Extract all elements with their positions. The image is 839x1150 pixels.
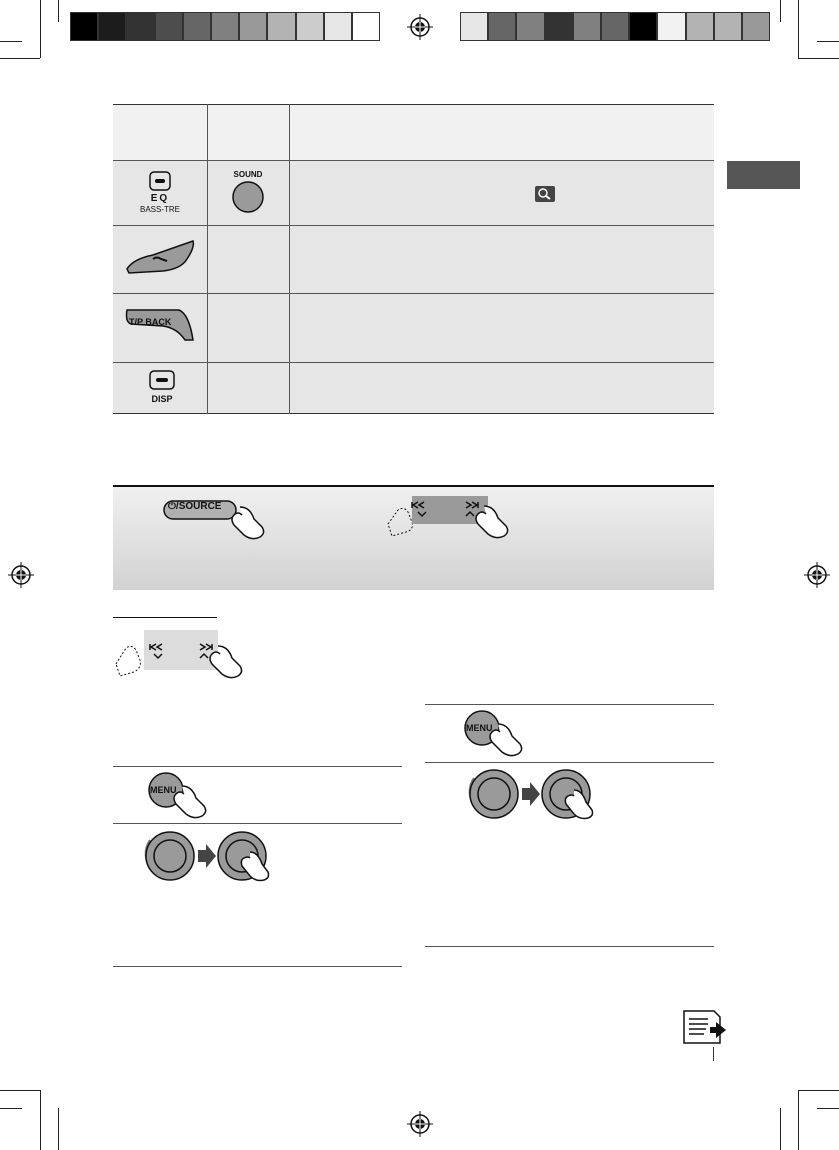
- sound-button-label: SOUND: [233, 170, 263, 179]
- color-swatch: [239, 12, 267, 41]
- control-dial-icon: [142, 826, 282, 884]
- crop-mark: [780, 0, 781, 22]
- registration-mark-icon: [6, 560, 36, 590]
- table-rule: [113, 160, 714, 161]
- table-row: [113, 293, 714, 362]
- color-swatch: [296, 12, 324, 41]
- skip-buttons-icon: [384, 496, 518, 540]
- skip-buttons-icon: [112, 630, 252, 680]
- color-swatch: [183, 12, 211, 41]
- control-dial-icon: [466, 764, 606, 822]
- crop-mark: [58, 1108, 59, 1150]
- bass-treble-label: BASS-TRE: [139, 205, 180, 214]
- step-rule: [113, 823, 402, 824]
- color-swatch: [686, 12, 714, 41]
- color-swatch: [460, 12, 488, 41]
- step-rule: [425, 762, 714, 763]
- crop-mark: [58, 0, 59, 22]
- color-swatch: [742, 12, 770, 41]
- table-row: [113, 362, 714, 414]
- menu-button-icon: [462, 708, 542, 758]
- color-swatch: [516, 12, 544, 41]
- source-button-label: ⏻/SOURCE: [168, 501, 222, 512]
- table-row: [113, 225, 714, 293]
- tp-back-label: T/P BACK: [129, 317, 172, 327]
- crop-mark: [798, 1090, 799, 1150]
- crop-mark: [798, 1090, 839, 1091]
- table-rule: [113, 413, 714, 414]
- eq-button-label: EQ: [150, 193, 170, 204]
- table-col-rule: [207, 104, 208, 414]
- color-swatch: [211, 12, 239, 41]
- table-col-rule: [289, 104, 290, 414]
- button-function-table: [113, 104, 714, 414]
- menu-button-label: MENU: [150, 785, 177, 795]
- table-rule: [113, 225, 714, 226]
- continued-page-icon: [682, 1009, 728, 1045]
- step-rule: [113, 966, 402, 967]
- color-swatch: [98, 12, 126, 41]
- crop-mark: [0, 1108, 22, 1109]
- table-row: [113, 160, 714, 225]
- color-swatch: [267, 12, 295, 41]
- crop-mark: [798, 58, 839, 59]
- crop-mark: [817, 1108, 839, 1109]
- color-swatch: [629, 12, 657, 41]
- color-swatch: [657, 12, 685, 41]
- color-swatch: [324, 12, 352, 41]
- registration-mark-icon: [405, 12, 435, 42]
- crop-mark: [780, 1108, 781, 1150]
- crop-mark: [0, 1090, 40, 1091]
- registration-mark-icon: [802, 560, 832, 590]
- page-number-rule: [713, 1047, 714, 1061]
- language-tab: [727, 161, 800, 189]
- step-rule: [425, 946, 714, 947]
- table-rule: [113, 362, 714, 363]
- menu-button-icon: [146, 770, 226, 820]
- menu-button-label: MENU: [466, 723, 493, 733]
- disp-button-icon: [149, 370, 175, 390]
- color-swatch: [545, 12, 573, 41]
- crop-mark: [798, 0, 799, 58]
- sound-button-icon[interactable]: [231, 180, 265, 214]
- eq-button-icon: [149, 171, 171, 191]
- table-rule: [113, 104, 714, 105]
- step-rule: [425, 704, 714, 705]
- color-swatch: [714, 12, 742, 41]
- crop-mark: [40, 1090, 41, 1150]
- color-swatch: [488, 12, 516, 41]
- table-header-row: [113, 104, 714, 160]
- crop-mark: [40, 0, 41, 58]
- step-rule: [113, 766, 402, 767]
- color-swatch: [573, 12, 601, 41]
- color-swatch: [70, 12, 98, 41]
- crop-mark: [817, 41, 839, 42]
- registration-mark-icon: [405, 1109, 435, 1139]
- section-underline: [113, 617, 217, 618]
- color-swatch: [601, 12, 629, 41]
- crop-mark: [0, 41, 22, 42]
- table-rule: [113, 293, 714, 294]
- magnifier-icon: [535, 186, 555, 202]
- disp-button-label: DISP: [151, 394, 173, 404]
- color-swatch: [126, 12, 154, 41]
- crop-mark: [0, 58, 40, 59]
- color-swatch: [155, 12, 183, 41]
- phone-button-icon: [123, 237, 199, 277]
- color-swatch: [352, 12, 380, 41]
